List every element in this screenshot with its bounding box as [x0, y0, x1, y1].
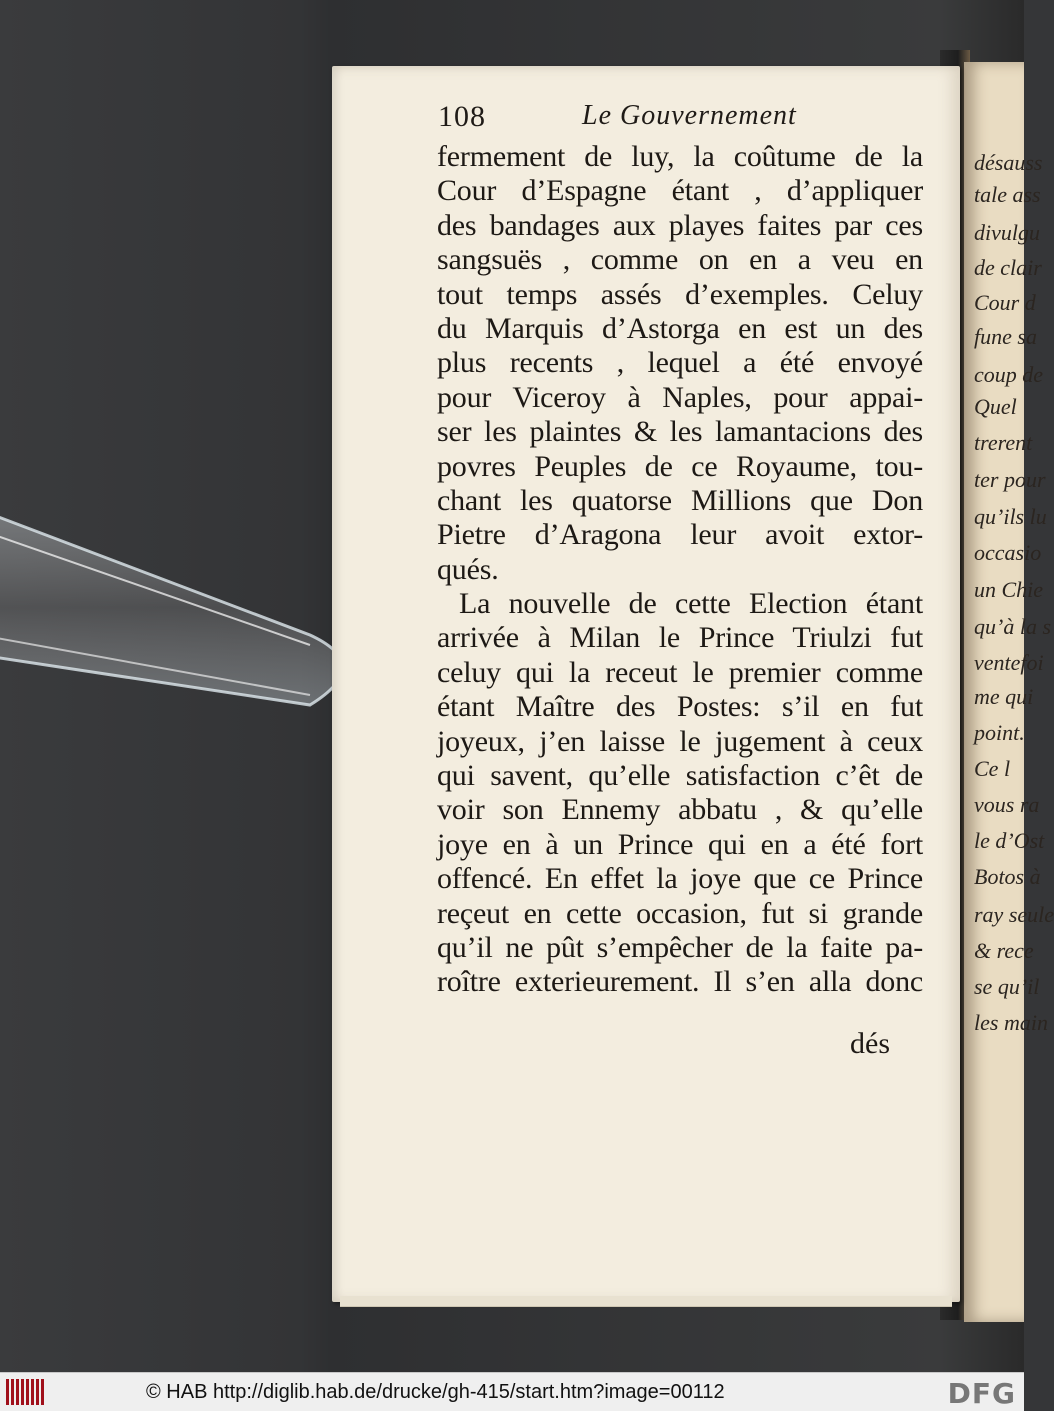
text-line: roître exterieurement. Il s’en alla donc	[437, 965, 923, 999]
text-line: du Marquis d’Astorga en est un des	[437, 311, 923, 345]
facing-text-line: qu’à la s	[974, 614, 1051, 639]
facing-text-line: Quel	[974, 394, 1017, 419]
hab-logo-icon	[6, 1379, 46, 1405]
text-line: qués.	[437, 552, 499, 586]
facing-text-line: vous ra	[974, 792, 1040, 817]
footer-credit: © HAB http://diglib.hab.de/drucke/gh-415/start.htm?image=00112	[146, 1381, 725, 1403]
text-line: joye en à un Prince qui en a été fort	[437, 827, 923, 861]
catchword: dés	[850, 1027, 890, 1060]
running-head: Le Gouvernement	[582, 100, 797, 131]
page-number: 108	[438, 100, 486, 133]
facing-text-line: un Chie	[974, 577, 1044, 602]
text-line: étant Maître des Postes: s’il en fut	[437, 690, 923, 724]
facing-text-line: tale ass	[974, 182, 1041, 207]
text-line: arrivée à Milan le Prince Triulzi fut	[437, 621, 923, 655]
facing-text-line: divulgu	[974, 220, 1040, 245]
page-header	[438, 100, 918, 136]
text-line: offencé. En effet la joye que ce Prince	[437, 862, 923, 896]
facing-page	[964, 62, 1054, 1322]
page-edge	[340, 1296, 952, 1307]
text-line: voir son Ennemy abbatu , & qu’elle	[437, 793, 923, 827]
text-line: celuy qui la receut le premier comme	[437, 655, 923, 689]
text-line: pour Viceroy à Naples, pour appai-	[437, 380, 923, 414]
footer-bar	[0, 1372, 1024, 1411]
facing-text-line: occasio	[974, 540, 1042, 565]
facing-text-line: se qu’il	[974, 974, 1040, 999]
facing-text-line: & rece	[974, 938, 1034, 963]
facing-text-line: fune sa	[974, 324, 1037, 349]
text-line: reçeut en cette occasion, fut si grande	[437, 896, 923, 930]
facing-text-line: Ce l	[974, 756, 1011, 781]
facing-text-line: me qui	[974, 684, 1034, 709]
text-line: des bandages aux playes faites par ces	[437, 208, 923, 242]
facing-text-line: ventefoi	[974, 650, 1044, 675]
facing-text-line: les main	[974, 1010, 1048, 1035]
facing-text-line: ray seule	[974, 902, 1054, 927]
text-line: ser les plaintes & les lamantacions des	[437, 415, 923, 449]
facing-text-line: coup de	[974, 362, 1044, 387]
text-line: Pietre d’Aragona leur avoit extor-	[437, 518, 923, 552]
text-line: La nouvelle de cette Election étant	[459, 587, 923, 621]
facing-text-line: Botos à	[974, 864, 1041, 889]
facing-text-line: trerent	[974, 430, 1033, 455]
facing-text-line: de clair	[974, 255, 1042, 280]
text-line: qui savent, qu’elle satisfaction c’êt de	[437, 759, 923, 793]
text-line: sangsuës , comme on en a veu en	[437, 243, 923, 277]
facing-text-line: désauss	[974, 150, 1043, 175]
dfg-logo: DFG	[947, 1377, 1016, 1410]
text-line: joyeux, j’en laisse le jugement à ceux	[437, 724, 923, 758]
text-line: povres Peuples de ce Royaume, tou-	[437, 449, 923, 483]
text-line: fermement de luy, la coûtume de la	[437, 140, 923, 173]
facing-text-line: le d’Ost	[974, 828, 1045, 853]
text-line: tout temps assés d’exemples. Celuy	[437, 277, 923, 311]
facing-text-line: Cour d	[974, 290, 1036, 315]
facing-text-line: ter pour	[974, 467, 1046, 492]
facing-text-line: qu’ils lu	[974, 504, 1047, 529]
text-line: plus recents , lequel a été envoyé	[437, 346, 923, 380]
text-line: Cour d’Espagne étant , d’appliquer	[437, 174, 923, 208]
facing-text-line: point.	[974, 720, 1025, 745]
text-line: qu’il ne pût s’empêcher de la faite pa-	[437, 930, 923, 964]
glass-pointer	[0, 470, 380, 770]
body-text	[437, 140, 923, 1000]
text-line: chant les quatorse Millions que Don	[437, 483, 923, 517]
